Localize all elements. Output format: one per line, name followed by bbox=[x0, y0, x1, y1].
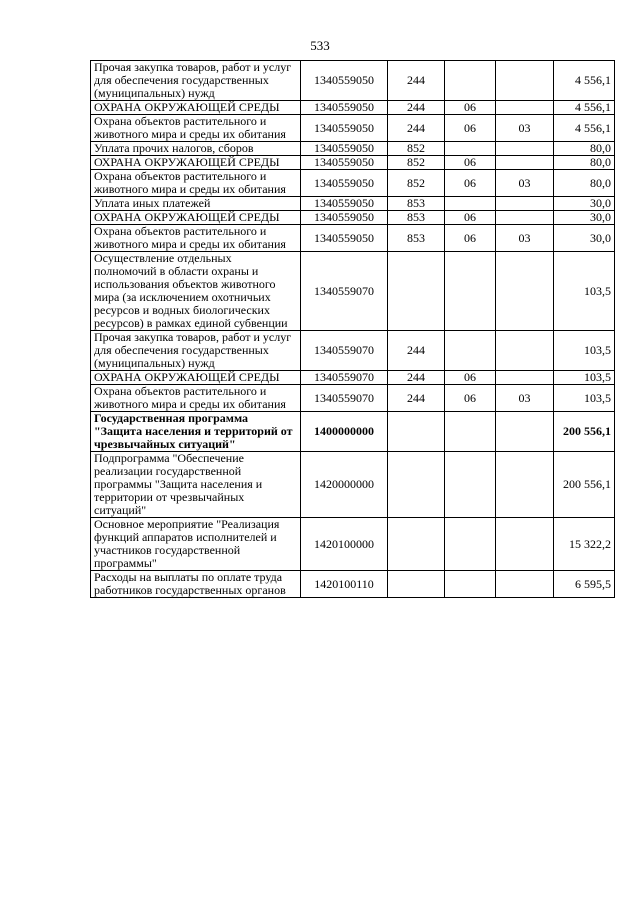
row-subsection bbox=[496, 371, 554, 385]
row-name: Уплата иных платежей bbox=[91, 197, 301, 211]
row-amount: 103,5 bbox=[554, 385, 615, 412]
budget-table-body bbox=[91, 61, 615, 598]
row-amount: 80,0 bbox=[554, 156, 615, 170]
table-row bbox=[91, 385, 615, 412]
row-subsection: 03 bbox=[496, 115, 554, 142]
row-expense-type bbox=[388, 412, 445, 452]
row-code: 1340559050 bbox=[301, 170, 388, 197]
page-number: 533 bbox=[310, 38, 330, 53]
row-expense-type bbox=[388, 518, 445, 571]
row-code: 1340559050 bbox=[301, 115, 388, 142]
row-section bbox=[445, 197, 496, 211]
row-amount: 80,0 bbox=[554, 170, 615, 197]
row-amount: 200 556,1 bbox=[554, 452, 615, 518]
row-subsection: 03 bbox=[496, 170, 554, 197]
row-expense-type: 852 bbox=[388, 142, 445, 156]
row-code: 1420100110 bbox=[301, 571, 388, 598]
row-expense-type bbox=[388, 452, 445, 518]
row-amount: 80,0 bbox=[554, 142, 615, 156]
row-amount: 4 556,1 bbox=[554, 61, 615, 101]
row-amount: 6 595,5 bbox=[554, 571, 615, 598]
table-row bbox=[91, 101, 615, 115]
table-row bbox=[91, 61, 615, 101]
table-row bbox=[91, 211, 615, 225]
row-section bbox=[445, 571, 496, 598]
row-section: 06 bbox=[445, 371, 496, 385]
table-row bbox=[91, 571, 615, 598]
row-subsection: 03 bbox=[496, 385, 554, 412]
row-expense-type: 853 bbox=[388, 211, 445, 225]
table-row bbox=[91, 225, 615, 252]
table-row bbox=[91, 371, 615, 385]
row-amount: 4 556,1 bbox=[554, 101, 615, 115]
row-name: Уплата прочих налогов, сборов bbox=[91, 142, 301, 156]
row-code: 1340559050 bbox=[301, 225, 388, 252]
row-subsection bbox=[496, 156, 554, 170]
row-expense-type: 244 bbox=[388, 385, 445, 412]
row-subsection bbox=[496, 252, 554, 331]
row-amount: 200 556,1 bbox=[554, 412, 615, 452]
row-name: ОХРАНА ОКРУЖАЮЩЕЙ СРЕДЫ bbox=[91, 156, 301, 170]
row-name: ОХРАНА ОКРУЖАЮЩЕЙ СРЕДЫ bbox=[91, 101, 301, 115]
row-name: ОХРАНА ОКРУЖАЮЩЕЙ СРЕДЫ bbox=[91, 371, 301, 385]
row-section bbox=[445, 142, 496, 156]
table-row bbox=[91, 156, 615, 170]
row-name: Государственная программа "Защита населения и территорий от чрезвычайных ситуаций" bbox=[91, 412, 301, 452]
row-code: 1340559050 bbox=[301, 211, 388, 225]
row-amount: 15 322,2 bbox=[554, 518, 615, 571]
row-name: Охрана объектов растительного и животного мира и среды их обитания bbox=[91, 170, 301, 197]
row-code: 1340559070 bbox=[301, 252, 388, 331]
table-row bbox=[91, 142, 615, 156]
table-row bbox=[91, 412, 615, 452]
row-name: ОХРАНА ОКРУЖАЮЩЕЙ СРЕДЫ bbox=[91, 211, 301, 225]
row-name: Охрана объектов растительного и животного мира и среды их обитания bbox=[91, 225, 301, 252]
row-section: 06 bbox=[445, 115, 496, 142]
row-code: 1340559070 bbox=[301, 331, 388, 371]
row-code: 1340559070 bbox=[301, 385, 388, 412]
row-amount: 103,5 bbox=[554, 371, 615, 385]
row-section bbox=[445, 452, 496, 518]
row-amount: 30,0 bbox=[554, 211, 615, 225]
row-expense-type: 244 bbox=[388, 115, 445, 142]
table-row bbox=[91, 452, 615, 518]
row-section bbox=[445, 331, 496, 371]
row-code: 1340559050 bbox=[301, 142, 388, 156]
row-section: 06 bbox=[445, 225, 496, 252]
row-name: Охрана объектов растительного и животного мира и среды их обитания bbox=[91, 115, 301, 142]
row-name: Основное мероприятие "Реализация функций аппаратов исполнителей и участников государственной программы" bbox=[91, 518, 301, 571]
row-subsection bbox=[496, 197, 554, 211]
row-section: 06 bbox=[445, 211, 496, 225]
row-section bbox=[445, 252, 496, 331]
table-row bbox=[91, 331, 615, 371]
budget-table bbox=[90, 60, 615, 598]
row-name: Прочая закупка товаров, работ и услуг для обеспечения государственных (муниципальных) нужд bbox=[91, 331, 301, 371]
row-subsection bbox=[496, 452, 554, 518]
table-row bbox=[91, 518, 615, 571]
row-subsection bbox=[496, 518, 554, 571]
row-expense-type: 853 bbox=[388, 197, 445, 211]
row-expense-type: 852 bbox=[388, 156, 445, 170]
row-code: 1340559050 bbox=[301, 197, 388, 211]
row-amount: 103,5 bbox=[554, 331, 615, 371]
row-expense-type: 244 bbox=[388, 331, 445, 371]
row-name: Прочая закупка товаров, работ и услуг для обеспечения государственных (муниципальных) нужд bbox=[91, 61, 301, 101]
row-subsection bbox=[496, 101, 554, 115]
row-section: 06 bbox=[445, 101, 496, 115]
row-section: 06 bbox=[445, 385, 496, 412]
row-section bbox=[445, 61, 496, 101]
row-section: 06 bbox=[445, 156, 496, 170]
row-expense-type bbox=[388, 252, 445, 331]
row-name: Осуществление отдельных полномочий в области охраны и использования объектов животного мира (за исключением охотничьих ресурсов и водных биологических ресурсов) в рамках единой субвенции bbox=[91, 252, 301, 331]
row-subsection: 03 bbox=[496, 225, 554, 252]
table-row bbox=[91, 115, 615, 142]
row-amount: 4 556,1 bbox=[554, 115, 615, 142]
row-amount: 103,5 bbox=[554, 252, 615, 331]
row-code: 1420000000 bbox=[301, 452, 388, 518]
row-code: 1400000000 bbox=[301, 412, 388, 452]
row-name: Подпрограмма "Обеспечение реализации государственной программы "Защита населения и территории от чрезвычайных ситуаций" bbox=[91, 452, 301, 518]
row-code: 1340559050 bbox=[301, 156, 388, 170]
row-subsection bbox=[496, 61, 554, 101]
row-section bbox=[445, 412, 496, 452]
row-amount: 30,0 bbox=[554, 197, 615, 211]
row-expense-type: 244 bbox=[388, 101, 445, 115]
row-subsection bbox=[496, 412, 554, 452]
row-code: 1340559070 bbox=[301, 371, 388, 385]
row-expense-type: 852 bbox=[388, 170, 445, 197]
row-expense-type: 244 bbox=[388, 371, 445, 385]
row-name: Расходы на выплаты по оплате труда работников государственных органов bbox=[91, 571, 301, 598]
row-section bbox=[445, 518, 496, 571]
row-section: 06 bbox=[445, 170, 496, 197]
row-code: 1340559050 bbox=[301, 61, 388, 101]
row-subsection bbox=[496, 571, 554, 598]
table-row bbox=[91, 170, 615, 197]
table-row bbox=[91, 252, 615, 331]
row-code: 1340559050 bbox=[301, 101, 388, 115]
row-name: Охрана объектов растительного и животного мира и среды их обитания bbox=[91, 385, 301, 412]
row-subsection bbox=[496, 211, 554, 225]
row-amount: 30,0 bbox=[554, 225, 615, 252]
table-row bbox=[91, 197, 615, 211]
row-expense-type: 853 bbox=[388, 225, 445, 252]
row-expense-type bbox=[388, 571, 445, 598]
row-code: 1420100000 bbox=[301, 518, 388, 571]
row-subsection bbox=[496, 142, 554, 156]
row-subsection bbox=[496, 331, 554, 371]
row-expense-type: 244 bbox=[388, 61, 445, 101]
